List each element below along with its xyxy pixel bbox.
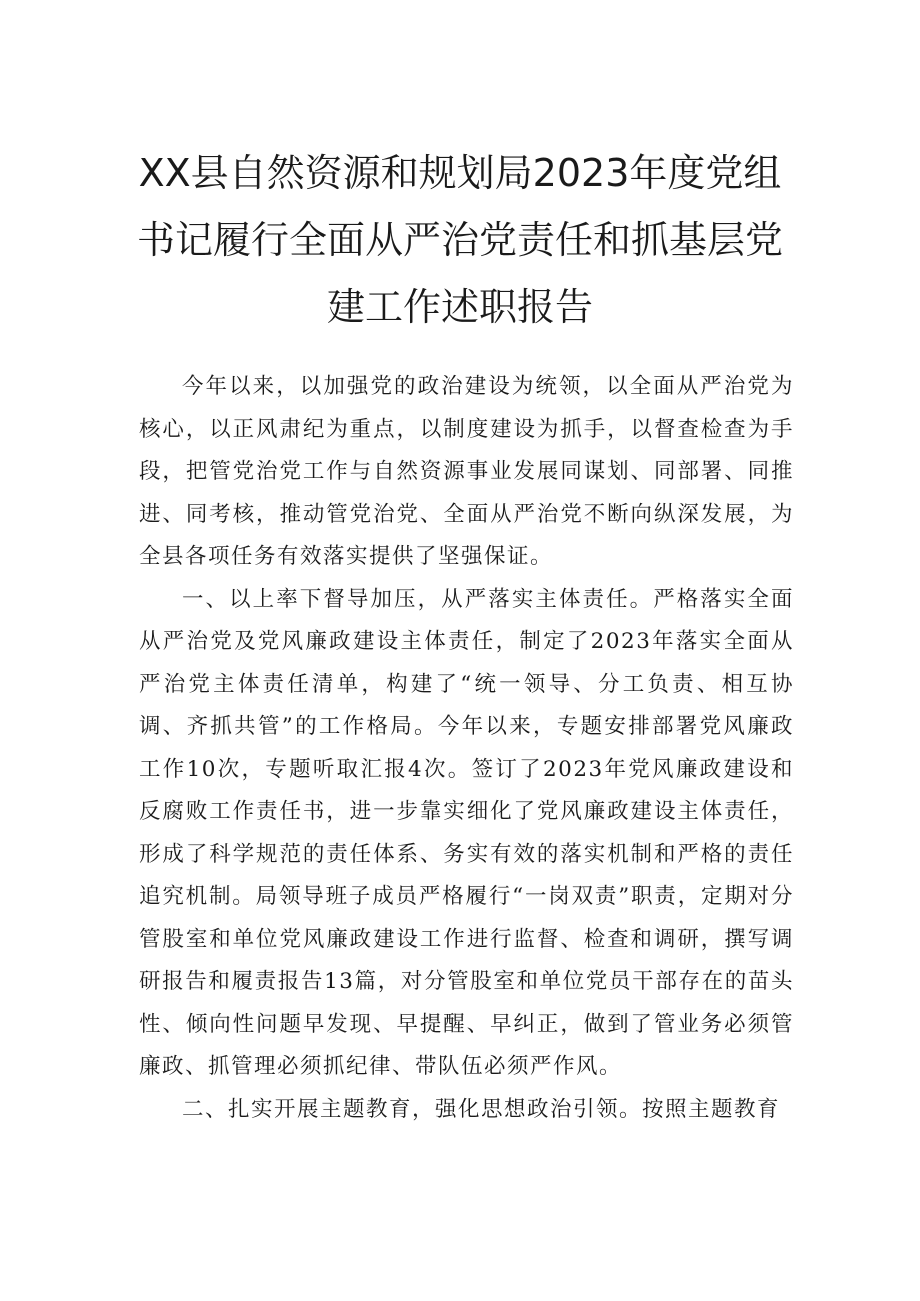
paragraph-intro: 今年以来，以加强党的政治建设为统领，以全面从严治党为核心，以正风肃纪为重点，以制度建设为抓手，以督查检查为手段，把管党治党工作与自然资源事业发展同谋划、同部署、同推进、同考核，推动管党治党、全面从严治党不断向纵深发展，为全县各项任务有效落实提供了坚强保证。 — [139, 374, 794, 569]
paragraph-section-2: 二、扎实开展主题教育，强化思想政治引领。按照主题教育 — [182, 1096, 781, 1122]
document-body — [139, 366, 794, 1131]
document-title: XX县自然资源和规划局2023年度党组书记履行全面从严治党责任和抓基层党建工作述职报告 — [136, 151, 783, 329]
paragraph-section-1: 一、以上率下督导加压，从严落实主体责任。严格落实全面从严治党及党风廉政建设主体责任，制定了2023年落实全面从严治党主体责任清单，构建了“统一领导、分工负责、相互协调、齐抓共管”的工作格局。今年以来，专题安排部署党风廉政工作10次，专题听取汇报4次。签订了2023年党风廉政建设和反腐败工作责任书，进一步靠实细化了党风廉政建设主体责任，形成了科学规范的责任体系、务实有效的落实机制和严格的责任追究机制。局领导班子成员严格履行“一岗双责”职责，定期对分管股室和单位党风廉政建设工作进行监督、检查和调研，撰写调研报告和履责报告13篇，对分管股室和单位党员干部存在的苗头性、倾向性问题早发现、早提醒、早纠正，做到了管业务必须管廉政、抓管理必须抓纪律、带队伍必须严作风。 — [139, 586, 794, 1079]
